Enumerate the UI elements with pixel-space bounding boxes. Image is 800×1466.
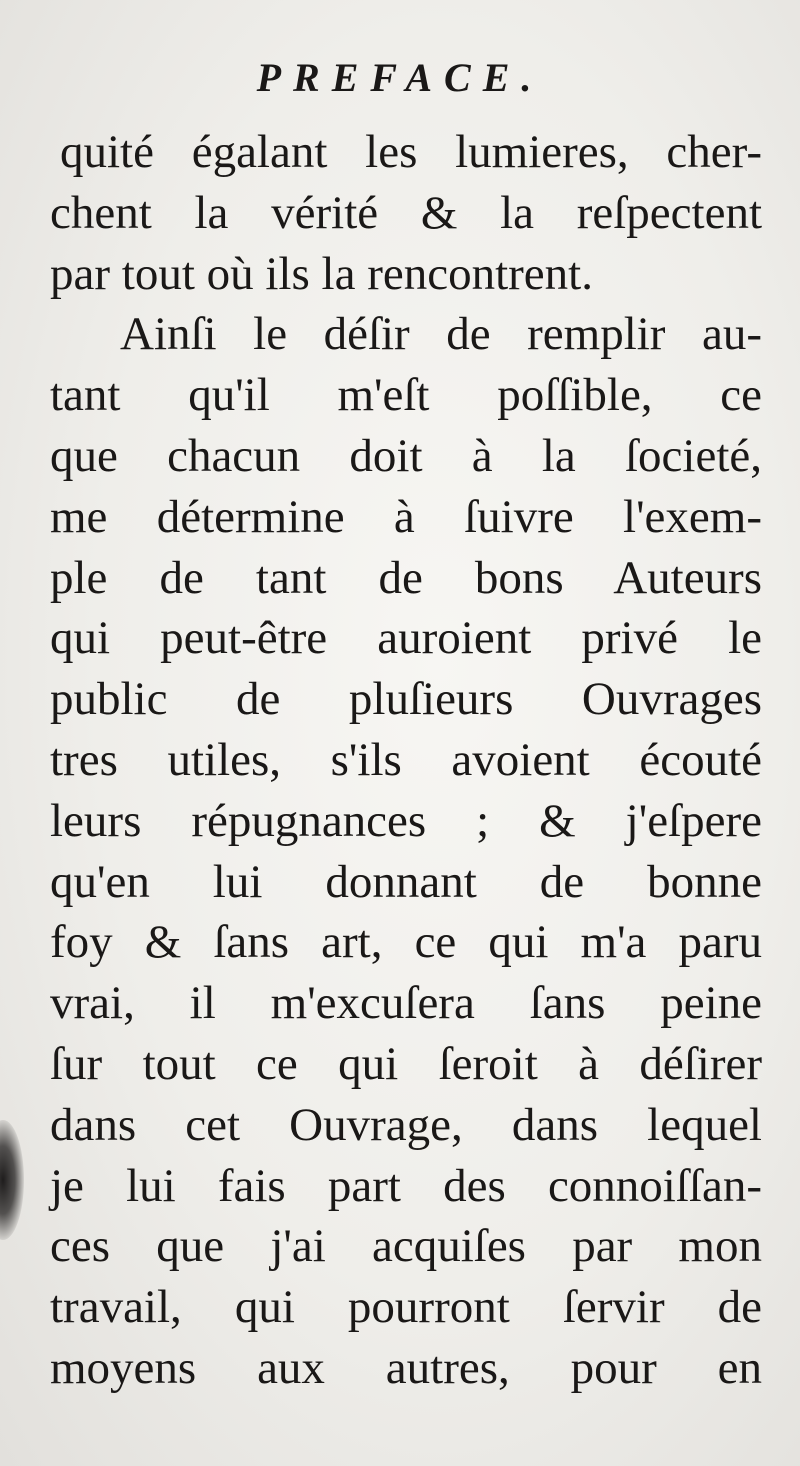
text-line: ſur tout ce qui ſeroit à déſirer: [50, 1037, 762, 1090]
text-line: foy & ſans art, ce qui m'a paru: [50, 916, 762, 969]
text-line: par tout où ils la rencontrent.: [50, 247, 593, 300]
text-line: me détermine à ſuivre l'exem-: [50, 490, 762, 543]
text-line: moyens aux autres, pour en: [50, 1341, 762, 1394]
text-line: qui peut-être auroient privé le: [50, 612, 762, 665]
text-line: tant qu'il m'eſt poſſible, ce: [50, 369, 762, 422]
text-line: public de pluſieurs Ouvrages: [50, 673, 762, 726]
text-line: Ainſi le déſir de remplir au-: [120, 308, 762, 361]
text-line: chent la vérité & la reſpectent: [50, 186, 762, 239]
text-line: que chacun doit à la ſocieté,: [50, 429, 762, 482]
text-line: travail, qui pourront ſervir de: [50, 1281, 762, 1334]
text-line: dans cet Ouvrage, dans lequel: [50, 1098, 762, 1151]
running-header: PREFACE.: [256, 55, 544, 100]
ink-smudge: [0, 1120, 24, 1240]
text-line: tres utiles, s'ils avoient écouté: [50, 733, 762, 786]
text-line: je lui fais part des connoiſſan-: [50, 1159, 762, 1212]
text-line: quité égalant les lumieres, cher-: [60, 126, 762, 178]
text-line: leurs répugnances ; & j'eſpere: [50, 794, 762, 847]
text-line: ces que j'ai acquiſes par mon: [50, 1220, 762, 1273]
text-line: ple de tant de bons Auteurs: [50, 551, 762, 604]
body-text: [50, 122, 762, 1399]
text-line: qu'en lui donnant de bonne: [50, 855, 762, 908]
text-line: vrai, il m'excuſera ſans peine: [50, 977, 762, 1030]
